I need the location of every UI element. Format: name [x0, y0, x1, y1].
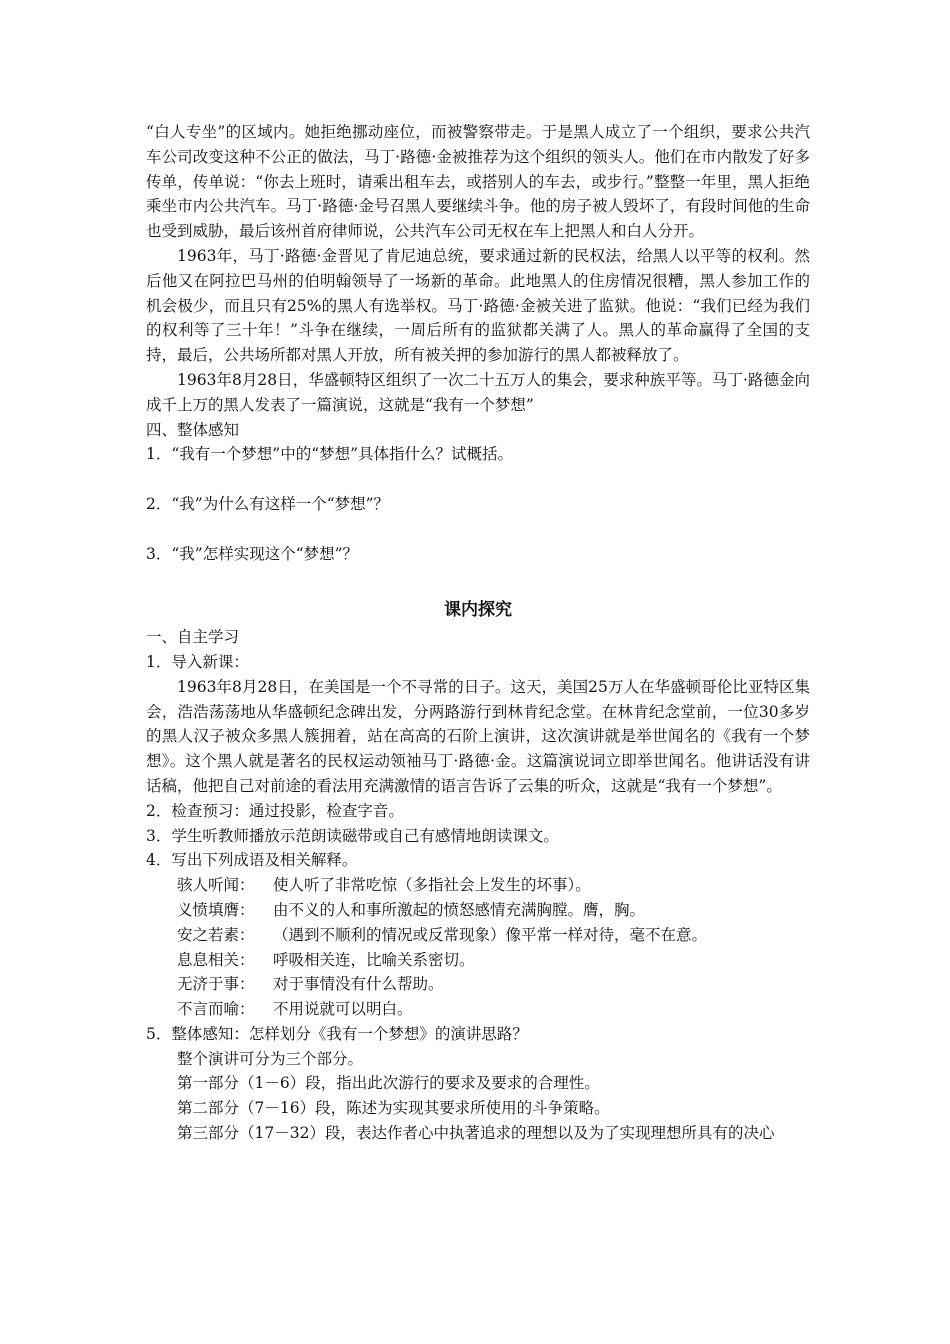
intro-paragraph-2: 1963年，马丁·路德·金晋见了肯尼迪总统，要求通过新的民权法，给黑人以平等的权利。然后他又在阿拉巴马州的伯明翰领导了一场新的革命。此地黑人的住房情况很糟，黑人参加工作的机会极少，而且只有25%的黑人有选举权。马丁·路德·金被关进了监狱。他说：“我们已经为我们的权利等了三十年！”斗争在继续，一周后所有的监狱都关满了人。黑人的革命赢得了全国的支持，最后，公共场所都对黑人开放，所有被关押的参加游行的黑人都被释放了。: [146, 246, 810, 365]
idiom-meaning: （遇到不顺利的情况或反常现象）像平常一样对待，毫不在意。: [273, 925, 708, 944]
structure-line: 整个演讲可分为三个部分。: [177, 1049, 364, 1068]
section-heading-overall: 四、整体感知: [146, 420, 240, 439]
answer-space: [146, 517, 810, 542]
intro-paragraph-1: “白人专坐”的区域内。她拒绝挪动座位，而被警察带走。于是黑人成立了一个组织，要求公共汽车公司改变这种不公正的做法，马丁·路德·金被推荐为这个组织的领头人。他们在市内散发了好多传单，传单说：“你去上班时，请乘出租车去，或搭别人的车去，或步行。”整整一年里，黑人拒绝乘坐市内公共汽车。马丁·路德·金号召黑人要继续斗争。他的房子被人毁坏了，有段时间他的生命也受到威胁，最后该州首府律师说，公共汽车公司无权在车上把黑人和白人分开。: [146, 123, 810, 241]
intro-paragraph-3: 1963年8月28日，华盛顿特区组织了一次二十五万人的集会，要求种族平等。马丁·路德金向成千上万的黑人发表了一篇演说，这就是“我有一个梦想”: [146, 370, 810, 414]
item-3: 3．学生听教师播放示范朗读磁带或自己有感情地朗读课文。: [146, 826, 559, 845]
idiom-entry: [177, 997, 810, 1022]
item-1-text: 1963年8月28日，在美国是一个不寻常的日子。这天，美国25万人在华盛顿哥伦比亚特区集会，浩浩荡荡地从华盛顿纪念碑出发，分两路游行到林肯纪念堂。在林肯纪念堂前，一位30多岁的黑人汉子被众多黑人簇拥着，站在高高的石阶上演讲，这次演讲就是举世闻名的《我有一个梦想》。这个黑人就是著名的民权运动领袖马丁·路德·金。这篇演说词立即举世闻名。他讲话没有讲话稿，他把自己对前途的看法用充满激情的语言告诉了云集的听众，这就是“我有一个梦想”。: [146, 677, 810, 795]
question-2: 2．“我”为什么有这样一个“梦想”？: [146, 494, 390, 513]
document-body: [146, 120, 810, 1146]
idiom-meaning: 使人听了非常吃惊（多指社会上发生的坏事）。: [273, 876, 591, 895]
item-4: 4．写出下列成语及相关解释。: [146, 851, 358, 870]
structure-line: 第三部分（17－32）段，表达作者心中执著追求的理想以及为了实现理想所具有的决心: [177, 1124, 775, 1143]
study-heading: 一、自主学习: [146, 628, 240, 647]
structure-line: 第二部分（7－16）段，陈述为实现其要求所使用的斗争策略。: [177, 1099, 610, 1118]
idiom-meaning: 呼吸相关连，比喻关系密切。: [273, 950, 475, 969]
idiom-term: 息息相关：: [177, 950, 255, 969]
structure-line: 第一部分（1－6）段，指出此次游行的要求及要求的合理性。: [177, 1074, 600, 1093]
question-1: 1．“我有一个梦想”中的“梦想”具体指什么？试概括。: [146, 445, 514, 464]
question-3: 3．“我”怎样实现这个“梦想”？: [146, 544, 359, 563]
item-5: 5．整体感知：怎样划分《我有一个梦想》的演讲思路？: [146, 1024, 528, 1043]
answer-space: [146, 467, 810, 492]
idiom-entry: [177, 948, 810, 973]
item-2: 2．检查预习：通过投影，检查字音。: [146, 801, 404, 820]
idiom-term: 不言而喻：: [177, 1000, 255, 1019]
idiom-term: 骇人听闻：: [177, 876, 255, 895]
idiom-entry: [177, 923, 810, 948]
idiom-entry: [177, 873, 810, 898]
idiom-entry: [177, 898, 810, 923]
idiom-meaning: 对于事情没有什么帮助。: [273, 975, 444, 994]
idiom-meaning: 不用说就可以明白。: [273, 1000, 413, 1019]
idiom-meaning: 由不义的人和事所激起的愤怒感情充满胸膛。膺，胸。: [273, 900, 646, 919]
idiom-term: 义愤填膺：: [177, 900, 255, 919]
item-1-label: 1．导入新课：: [146, 652, 249, 671]
section-title: 课内探究: [444, 600, 512, 621]
idiom-entry: [177, 972, 810, 997]
idiom-term: 安之若素：: [177, 925, 255, 944]
answer-space: [146, 566, 810, 591]
idiom-term: 无济于事：: [177, 975, 255, 994]
